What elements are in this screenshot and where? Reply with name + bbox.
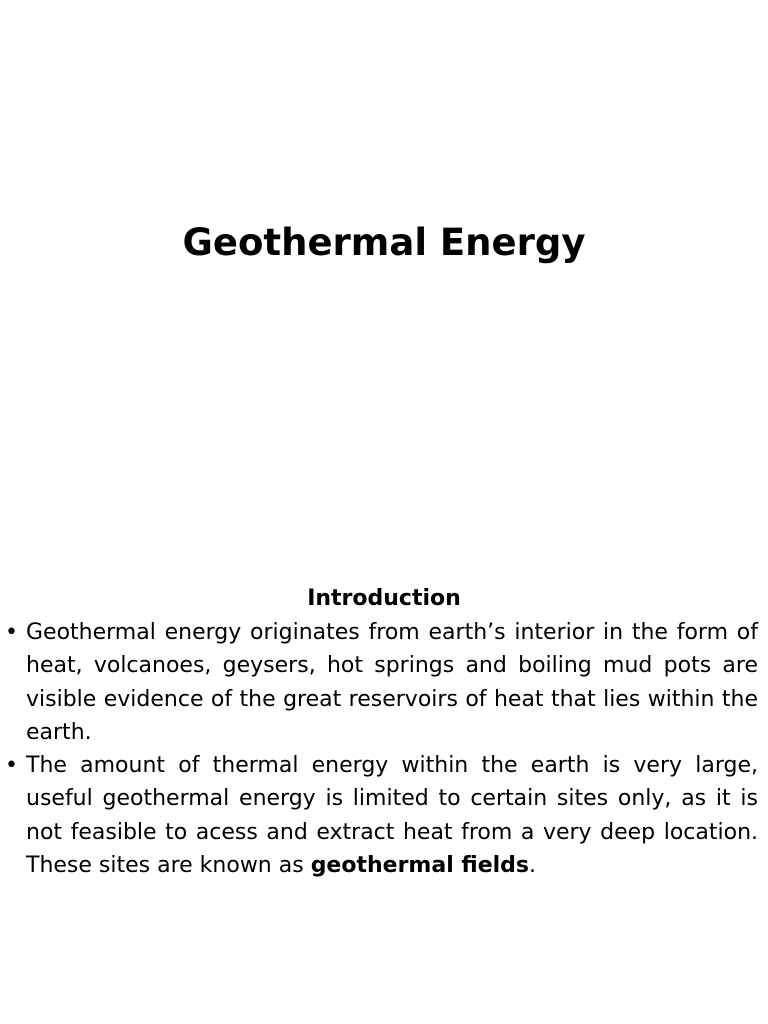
section-heading: Introduction bbox=[307, 586, 461, 611]
slide-title: Geothermal Energy bbox=[182, 221, 586, 264]
bullet-dot-icon: • bbox=[5, 753, 18, 779]
intro-section bbox=[0, 582, 768, 882]
bullet-item bbox=[0, 616, 768, 749]
bullet-item bbox=[0, 749, 768, 882]
bold-term: geothermal fields bbox=[310, 853, 530, 879]
bullet-text-end: . bbox=[529, 853, 537, 879]
bullet-text: The amount of thermal energy within the earth is very large, useful geothermal energy is limited to certain sites only, as it is not feasible to acess and extract heat from a very deep location. These sites are known as bbox=[26, 753, 758, 879]
bullet-list bbox=[0, 616, 768, 882]
bullet-dot-icon: • bbox=[5, 620, 18, 645]
bullet-text: Geothermal energy originates from earth’s interior in the form of heat, volcanoes, geysers, hot springs and boiling mud pots are visible evidence of the great reservoirs of heat that lies within the earth. bbox=[26, 620, 758, 745]
